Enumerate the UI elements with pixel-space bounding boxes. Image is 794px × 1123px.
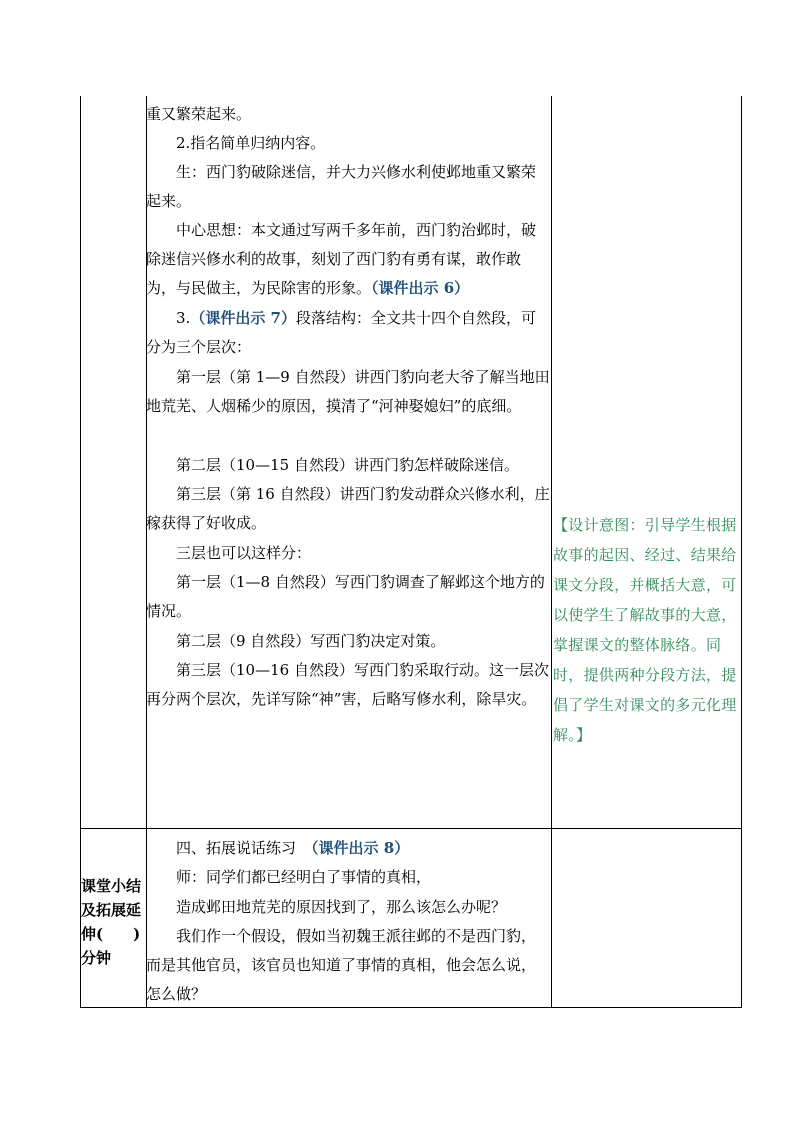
courseware-tag-6: （课件出示 6） xyxy=(371,279,470,297)
text-line-9: 三层也可以这样分： xyxy=(176,544,312,562)
text-line-1: 重又繁荣起来。 xyxy=(146,105,252,123)
paragraph-structure-text: 段落结构：全文共十四个自然段，可分为三个层次： xyxy=(146,309,536,356)
design-intent-note: 【设计意图：引导学生根据故事的起因、经过、结果给课文分段，并概括大意，可以使学生了解故事的大意，掌握课文的整体脉络。同时，提供两种分段方法，提倡了学生对课文的多元化理解。】 xyxy=(553,516,737,744)
extension-line-1: 师：同学们都已经明白了事情的真相， xyxy=(176,868,432,886)
text-line-10: 第一层（1—8 自然段）写西门豹调查了解邺这个地方的情况。 xyxy=(146,573,545,620)
text-line-12: 第三层（10—16 自然段）写西门豹采取行动。这一层次再分两个层次，先详写除“神”害，后略写修水利，除旱灾。 xyxy=(146,661,549,708)
table-row-divider xyxy=(80,828,742,829)
text-line-8: 第三层（第 16 自然段）讲西门豹发动群众兴修水利，庄稼获得了好收成。 xyxy=(146,485,550,532)
section-label xyxy=(81,874,147,970)
section-label-line-4: 分钟 xyxy=(81,949,112,967)
text-line-3: 生：西门豹破除迷信，并大力兴修水利使邺地重又繁荣起来。 xyxy=(146,163,537,210)
section-label-line-3: 伸( ) xyxy=(81,925,141,943)
extension-line-3: 我们作一个假设，假如当初魏王派往邺的不是西门豹，而是其他官员，该官员也知道了事情的真相，他会怎么说，怎么做？ xyxy=(146,927,537,1003)
courseware-tag-7: （课件出示 7） xyxy=(190,309,296,327)
extension-heading-text: 四、拓展说话练习 xyxy=(176,839,297,857)
central-idea-text: 中心思想：本文通过写两千多年前，西门豹治邺时，破除迷信兴修水利的故事，刻划了西门豹有勇有谋，敢作敢为，与民做主，为民除害的形象。 xyxy=(146,221,537,297)
extension-heading xyxy=(146,834,550,863)
section-label-line-2: 及拓展延 xyxy=(81,901,142,919)
item-3-number: 3. xyxy=(176,309,191,327)
text-line-4 xyxy=(146,216,550,303)
text-line-11: 第二层（9 自然段）写西门豹决定对策。 xyxy=(176,632,446,650)
text-line-2: 2.指名简单归纳内容。 xyxy=(176,134,326,152)
table-border-left xyxy=(80,96,81,1008)
text-line-7: 第二层（10—15 自然段）讲西门豹怎样破除迷信。 xyxy=(176,456,519,474)
table-border-divider-2 xyxy=(551,96,552,1008)
courseware-tag-8: （课件出示 8） xyxy=(311,839,410,857)
extension-line-2: 造成邺田地荒芜的原因找到了，那么该怎么办呢？ xyxy=(176,898,507,916)
text-line-6: 第一层（第 1—9 自然段）讲西门豹向老大爷了解当地田地荒芜、人烟稀少的原因，摸清了“河神娶媳妇”的底细。 xyxy=(146,368,550,415)
section-label-line-1: 课堂小结 xyxy=(81,877,142,895)
text-line-5 xyxy=(146,304,550,362)
